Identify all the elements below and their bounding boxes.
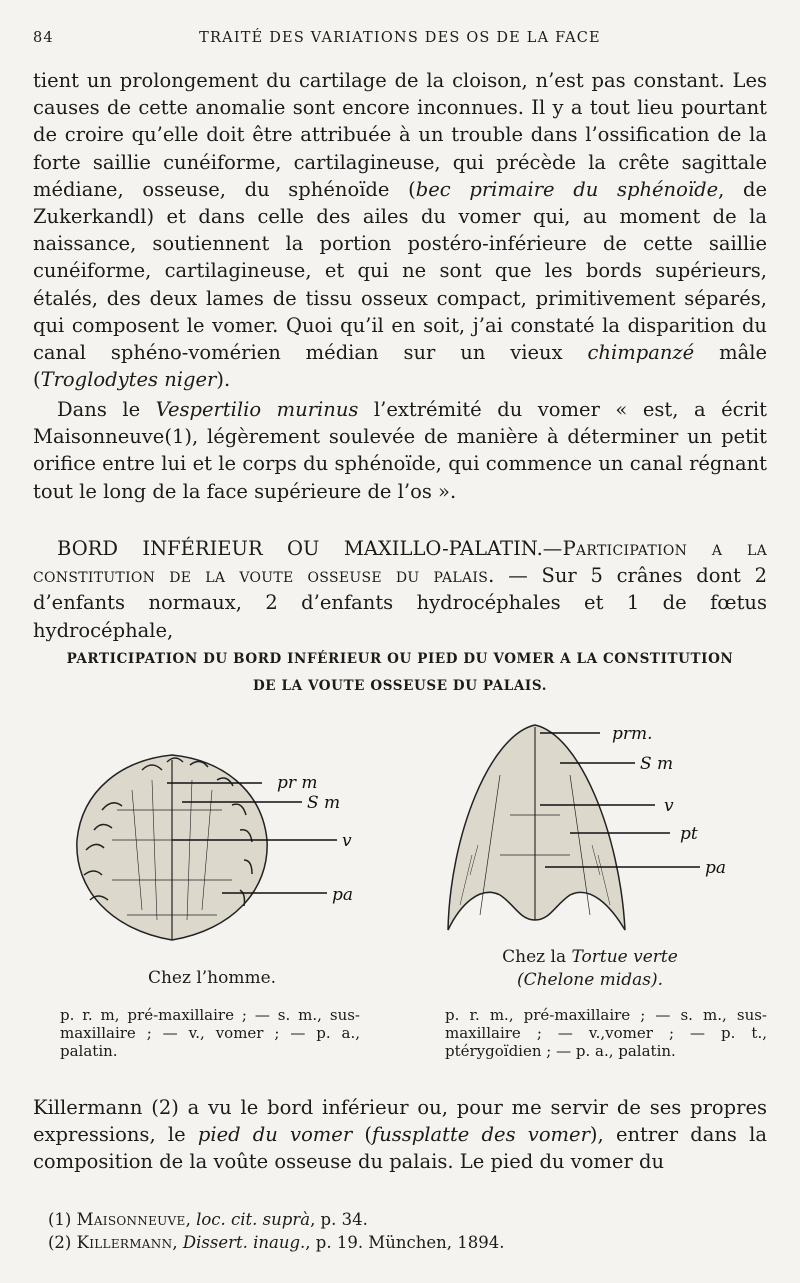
italic-term: Vespertilio murinus [155, 398, 359, 421]
label-prm: pr m [277, 773, 318, 793]
title-species: Tortue verte [571, 947, 678, 967]
figure-left-title: Chez l’homme. [147, 968, 277, 988]
figure-human-palate [72, 750, 372, 950]
figure-caption-line: PARTICIPATION DU BORD INFÉRIEUR OU PIED DU VOMER A LA CONSTITUTION [66, 651, 734, 667]
label-pt: pt [680, 824, 698, 844]
label-prm: prm. [612, 724, 653, 744]
paragraph-vespertilio [33, 396, 767, 505]
turtle-skull-drawing [440, 715, 740, 940]
figure-caption-line: DE LA VOUTE OSSEUSE DU PALAIS. [252, 678, 547, 694]
footnote-author: Maisonneuve [76, 1210, 186, 1229]
footnote-ref: Dissert. inaug. [182, 1233, 306, 1252]
text-run: — Sur 5 crânes dont 2 d’enfants normaux, 2 d’enfants hydrocéphales et 1 de fœtus hydrocéphale, [33, 564, 767, 642]
human-palate-drawing [72, 750, 372, 950]
label-sm: S m [640, 754, 674, 774]
footnote-author: Killermann [76, 1233, 173, 1252]
italic-term: fussplatte des vomer [372, 1123, 590, 1147]
footnote-number: (1) [48, 1210, 77, 1229]
label-v: v [342, 831, 352, 851]
text-run: , de Zukerkandl) et dans celle des ailes du vomer qui, au moment de la naissance, soutiennent la portion postéro-inférieure de cette saillie cunéiforme, cartilagineuse, et qui ne sont que les bords supérieurs, étalés, des deux lames de tissu osseux compact, primitivement séparés, qui composent le vomer. Quoi qu’il en soit, j’ai constaté la disparition du canal sphéno-vomérien médian sur un vieux [33, 177, 768, 365]
footnotes [48, 1208, 504, 1254]
section-bord-inferieur [33, 535, 767, 644]
figure-left-legend: p. r. m, pré-maxillaire ; — s. m., sus-maxillaire ; — v., vomer ; — p. a., palatin. [60, 1006, 360, 1060]
text-run: Killermann (2) a vu le bord inférieur ou, pour me servir de ses propres expressions, le [33, 1096, 767, 1147]
title-text: Chez la [502, 947, 572, 967]
label-pa: pa [332, 885, 354, 905]
text-run: mâle ( [33, 341, 768, 392]
footnote [48, 1231, 504, 1254]
label-pa: pa [705, 858, 727, 878]
italic-term: bec primaire du sphénoïde [415, 177, 719, 201]
text-run: ( [352, 1123, 372, 1147]
footnote [48, 1208, 504, 1231]
title-latin: (Chelone midas). [516, 970, 664, 990]
figure-turtle-skull [440, 715, 740, 940]
footnote-ref: loc. cit. suprà [196, 1210, 311, 1229]
text-run: l’extrémité du vomer « est, a écrit Maisonneuve(1), légèrement soulevée de manière à déterminer un petit orifice entre lui et le corps du sphénoïde, qui commence un canal régnant tout le long de la face supérieure de l’os ». [33, 398, 767, 503]
italic-term: chimpanzé [587, 341, 695, 365]
footnote-number: (2) [48, 1233, 77, 1252]
section-subheading: —Participation a la constitution de la voute osseuse du palais. [33, 537, 767, 588]
figure-right-legend: p. r. m., pré-maxillaire ; — s. m., sus-maxillaire ; — v.,vomer ; — p. t., ptérygoïdien ; — p. a., palatin. [445, 1006, 767, 1060]
text-run: ). [216, 368, 231, 392]
footnote-sep: , [172, 1233, 183, 1252]
footnote-rest: , p. 19. München, 1894. [305, 1233, 505, 1252]
text-run: Dans le [57, 398, 156, 421]
text-run: ), entrer dans la composition de la voûte osseuse du palais. Le pied du vomer du [33, 1123, 768, 1174]
page-number: 84 [33, 30, 54, 46]
footnote-rest: , p. 34. [310, 1210, 368, 1229]
label-v: v [664, 796, 674, 816]
text-run: tient un prolongement du cartilage de la cloison, n’est pas constant. Les causes de cette anomalie sont encore inconnues. Il y a tout lieu pourtant de croire qu’elle doit être attribuée à un trouble dans l’ossification de la forte saillie cunéiforme, cartilagineuse, qui précède la crête sagittale médiane, osseuse, du sphénoïde ( [33, 69, 767, 201]
running-title: TRAITÉ DES VARIATIONS DES OS DE LA FACE [199, 30, 601, 46]
section-heading: BORD INFÉRIEUR OU MAXILLO-PALATIN. [57, 537, 543, 560]
italic-term: pied du vomer [197, 1123, 353, 1147]
page-header [33, 30, 767, 50]
label-sm: S m [307, 793, 341, 813]
figure-right-title [430, 946, 750, 992]
figure-caption [33, 646, 767, 700]
paragraph-killermann [33, 1094, 767, 1176]
paragraph-continuation [33, 67, 767, 393]
footnote-sep: , [185, 1210, 197, 1229]
italic-term: Troglodytes niger [40, 368, 217, 392]
